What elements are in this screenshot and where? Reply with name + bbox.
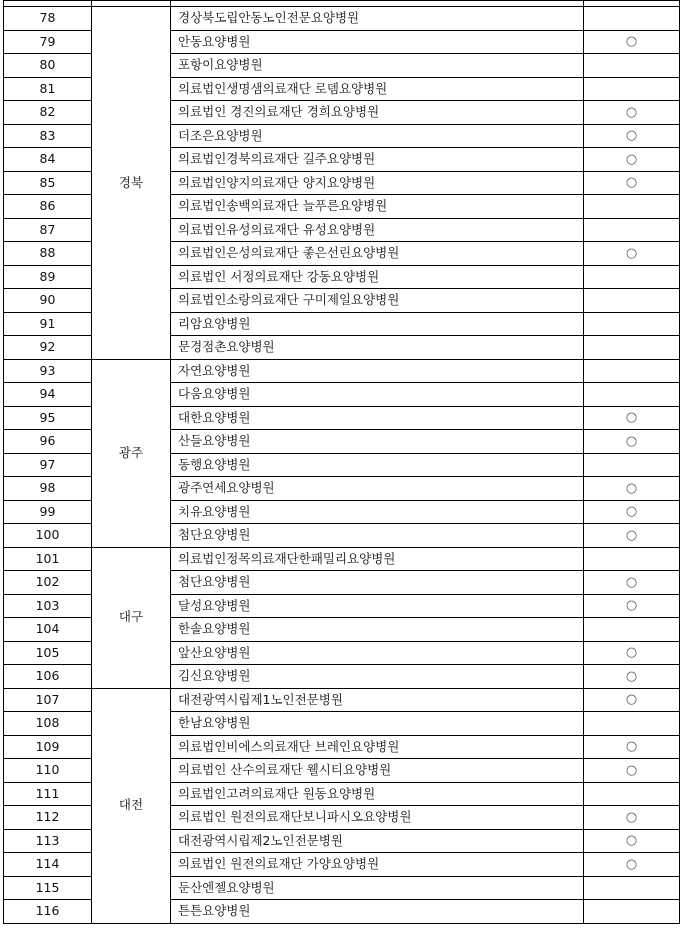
certification-mark [584,547,680,571]
row-number: 114 [4,853,92,877]
hospital-name: 의료법인 원전의료재단 가양요양병원 [171,853,584,877]
certification-mark: ○ [584,853,680,877]
hospital-name: 첨단요양병원 [171,571,584,595]
row-number: 80 [4,54,92,78]
row-number: 81 [4,77,92,101]
certification-mark: ○ [584,829,680,853]
hospital-name: 문경점촌요양병원 [171,336,584,360]
certification-mark [584,54,680,78]
hospital-name: 산들요양병원 [171,430,584,454]
row-number: 104 [4,618,92,642]
row-number: 91 [4,312,92,336]
row-number: 84 [4,148,92,172]
row-number: 115 [4,876,92,900]
hospital-name: 의료법인 원전의료재단보니파시오요양병원 [171,806,584,830]
hospital-name: 안동요양병원 [171,30,584,54]
hospital-name: 첨단요양병원 [171,524,584,548]
row-number: 108 [4,712,92,736]
certification-mark: ○ [584,124,680,148]
row-number: 83 [4,124,92,148]
table-row [4,547,680,571]
row-number: 103 [4,594,92,618]
hospital-name: 의료법인고려의료재단 원동요양병원 [171,782,584,806]
row-number: 110 [4,759,92,783]
row-number: 82 [4,101,92,125]
hospital-name: 의료법인유성의료재단 유성요양병원 [171,218,584,242]
hospital-name: 자연요양병원 [171,359,584,383]
row-number: 99 [4,500,92,524]
hospital-name: 대한요양병원 [171,406,584,430]
certification-mark: ○ [584,242,680,266]
table-row [4,688,680,712]
hospital-name: 더조은요양병원 [171,124,584,148]
hospital-name: 광주연세요양병원 [171,477,584,501]
hospital-name: 대전광역시립제2노인전문병원 [171,829,584,853]
row-number: 97 [4,453,92,477]
row-number: 79 [4,30,92,54]
row-number: 90 [4,289,92,313]
certification-mark: ○ [584,688,680,712]
hospital-name: 앞산요양병원 [171,641,584,665]
certification-mark: ○ [584,571,680,595]
hospital-name: 치유요양병원 [171,500,584,524]
region-cell: 대전 [92,688,171,923]
certification-mark: ○ [584,406,680,430]
row-number: 78 [4,7,92,31]
certification-mark [584,336,680,360]
hospital-name: 의료법인비에스의료재단 브레인요양병원 [171,735,584,759]
row-number: 102 [4,571,92,595]
row-number: 94 [4,383,92,407]
certification-mark: ○ [584,30,680,54]
row-number: 88 [4,242,92,266]
certification-mark: ○ [584,101,680,125]
hospital-name: 의료법인정목의료재단한패밀리요양병원 [171,547,584,571]
certification-mark: ○ [584,735,680,759]
certification-mark: ○ [584,806,680,830]
hospital-name: 의료법인소랑의료재단 구미제일요양병원 [171,289,584,313]
certification-mark [584,312,680,336]
row-number: 116 [4,900,92,924]
certification-mark: ○ [584,524,680,548]
hospital-name: 의료법인 서정의료재단 강동요양병원 [171,265,584,289]
hospital-name: 의료법인송백의료재단 늘푸른요양병원 [171,195,584,219]
hospital-name: 한솔요양병원 [171,618,584,642]
row-number: 109 [4,735,92,759]
region-cell: 경북 [92,7,171,360]
certification-mark [584,7,680,31]
row-number: 92 [4,336,92,360]
certification-mark [584,712,680,736]
row-number: 96 [4,430,92,454]
hospital-name: 대전광역시립제1노인전문병원 [171,688,584,712]
region-cell: 대구 [92,547,171,688]
hospital-name: 김신요양병원 [171,665,584,689]
certification-mark: ○ [584,759,680,783]
row-number: 112 [4,806,92,830]
hospital-name: 동행요양병원 [171,453,584,477]
certification-mark [584,900,680,924]
hospital-name: 한남요양병원 [171,712,584,736]
hospital-name: 다움요양병원 [171,383,584,407]
certification-mark: ○ [584,665,680,689]
region-cell: 광주 [92,359,171,547]
hospital-name: 튼튼요양병원 [171,900,584,924]
certification-mark [584,218,680,242]
hospital-name: 포항이요양병원 [171,54,584,78]
certification-mark [584,453,680,477]
certification-mark: ○ [584,477,680,501]
hospital-name: 의료법인은성의료재단 좋은선린요양병원 [171,242,584,266]
row-number: 93 [4,359,92,383]
table-row [4,359,680,383]
hospital-name: 의료법인경북의료재단 길주요양병원 [171,148,584,172]
certification-mark [584,289,680,313]
row-number: 101 [4,547,92,571]
row-number: 85 [4,171,92,195]
row-number: 113 [4,829,92,853]
row-number: 87 [4,218,92,242]
hospital-name: 의료법인양지의료재단 양지요양병원 [171,171,584,195]
certification-mark [584,195,680,219]
hospital-table [3,0,680,924]
row-number: 98 [4,477,92,501]
hospital-name: 의료법인생명샘의료재단 로뎀요양병원 [171,77,584,101]
hospital-name: 의료법인 경진의료재단 경희요양병원 [171,101,584,125]
hospital-name: 경상북도립안동노인전문요양병원 [171,7,584,31]
certification-mark: ○ [584,430,680,454]
certification-mark [584,876,680,900]
row-number: 106 [4,665,92,689]
certification-mark: ○ [584,171,680,195]
certification-mark [584,265,680,289]
certification-mark [584,77,680,101]
row-number: 111 [4,782,92,806]
certification-mark [584,618,680,642]
row-number: 100 [4,524,92,548]
certification-mark: ○ [584,148,680,172]
hospital-name: 둔산엔젤요양병원 [171,876,584,900]
hospital-name: 달성요양병원 [171,594,584,618]
row-number: 105 [4,641,92,665]
certification-mark: ○ [584,594,680,618]
row-number: 89 [4,265,92,289]
row-number: 95 [4,406,92,430]
certification-mark: ○ [584,641,680,665]
certification-mark [584,359,680,383]
row-number: 86 [4,195,92,219]
certification-mark [584,782,680,806]
certification-mark [584,383,680,407]
certification-mark: ○ [584,500,680,524]
hospital-name: 리암요양병원 [171,312,584,336]
row-number: 107 [4,688,92,712]
hospital-name: 의료법인 산수의료재단 웰시티요양병원 [171,759,584,783]
table-row [4,7,680,31]
